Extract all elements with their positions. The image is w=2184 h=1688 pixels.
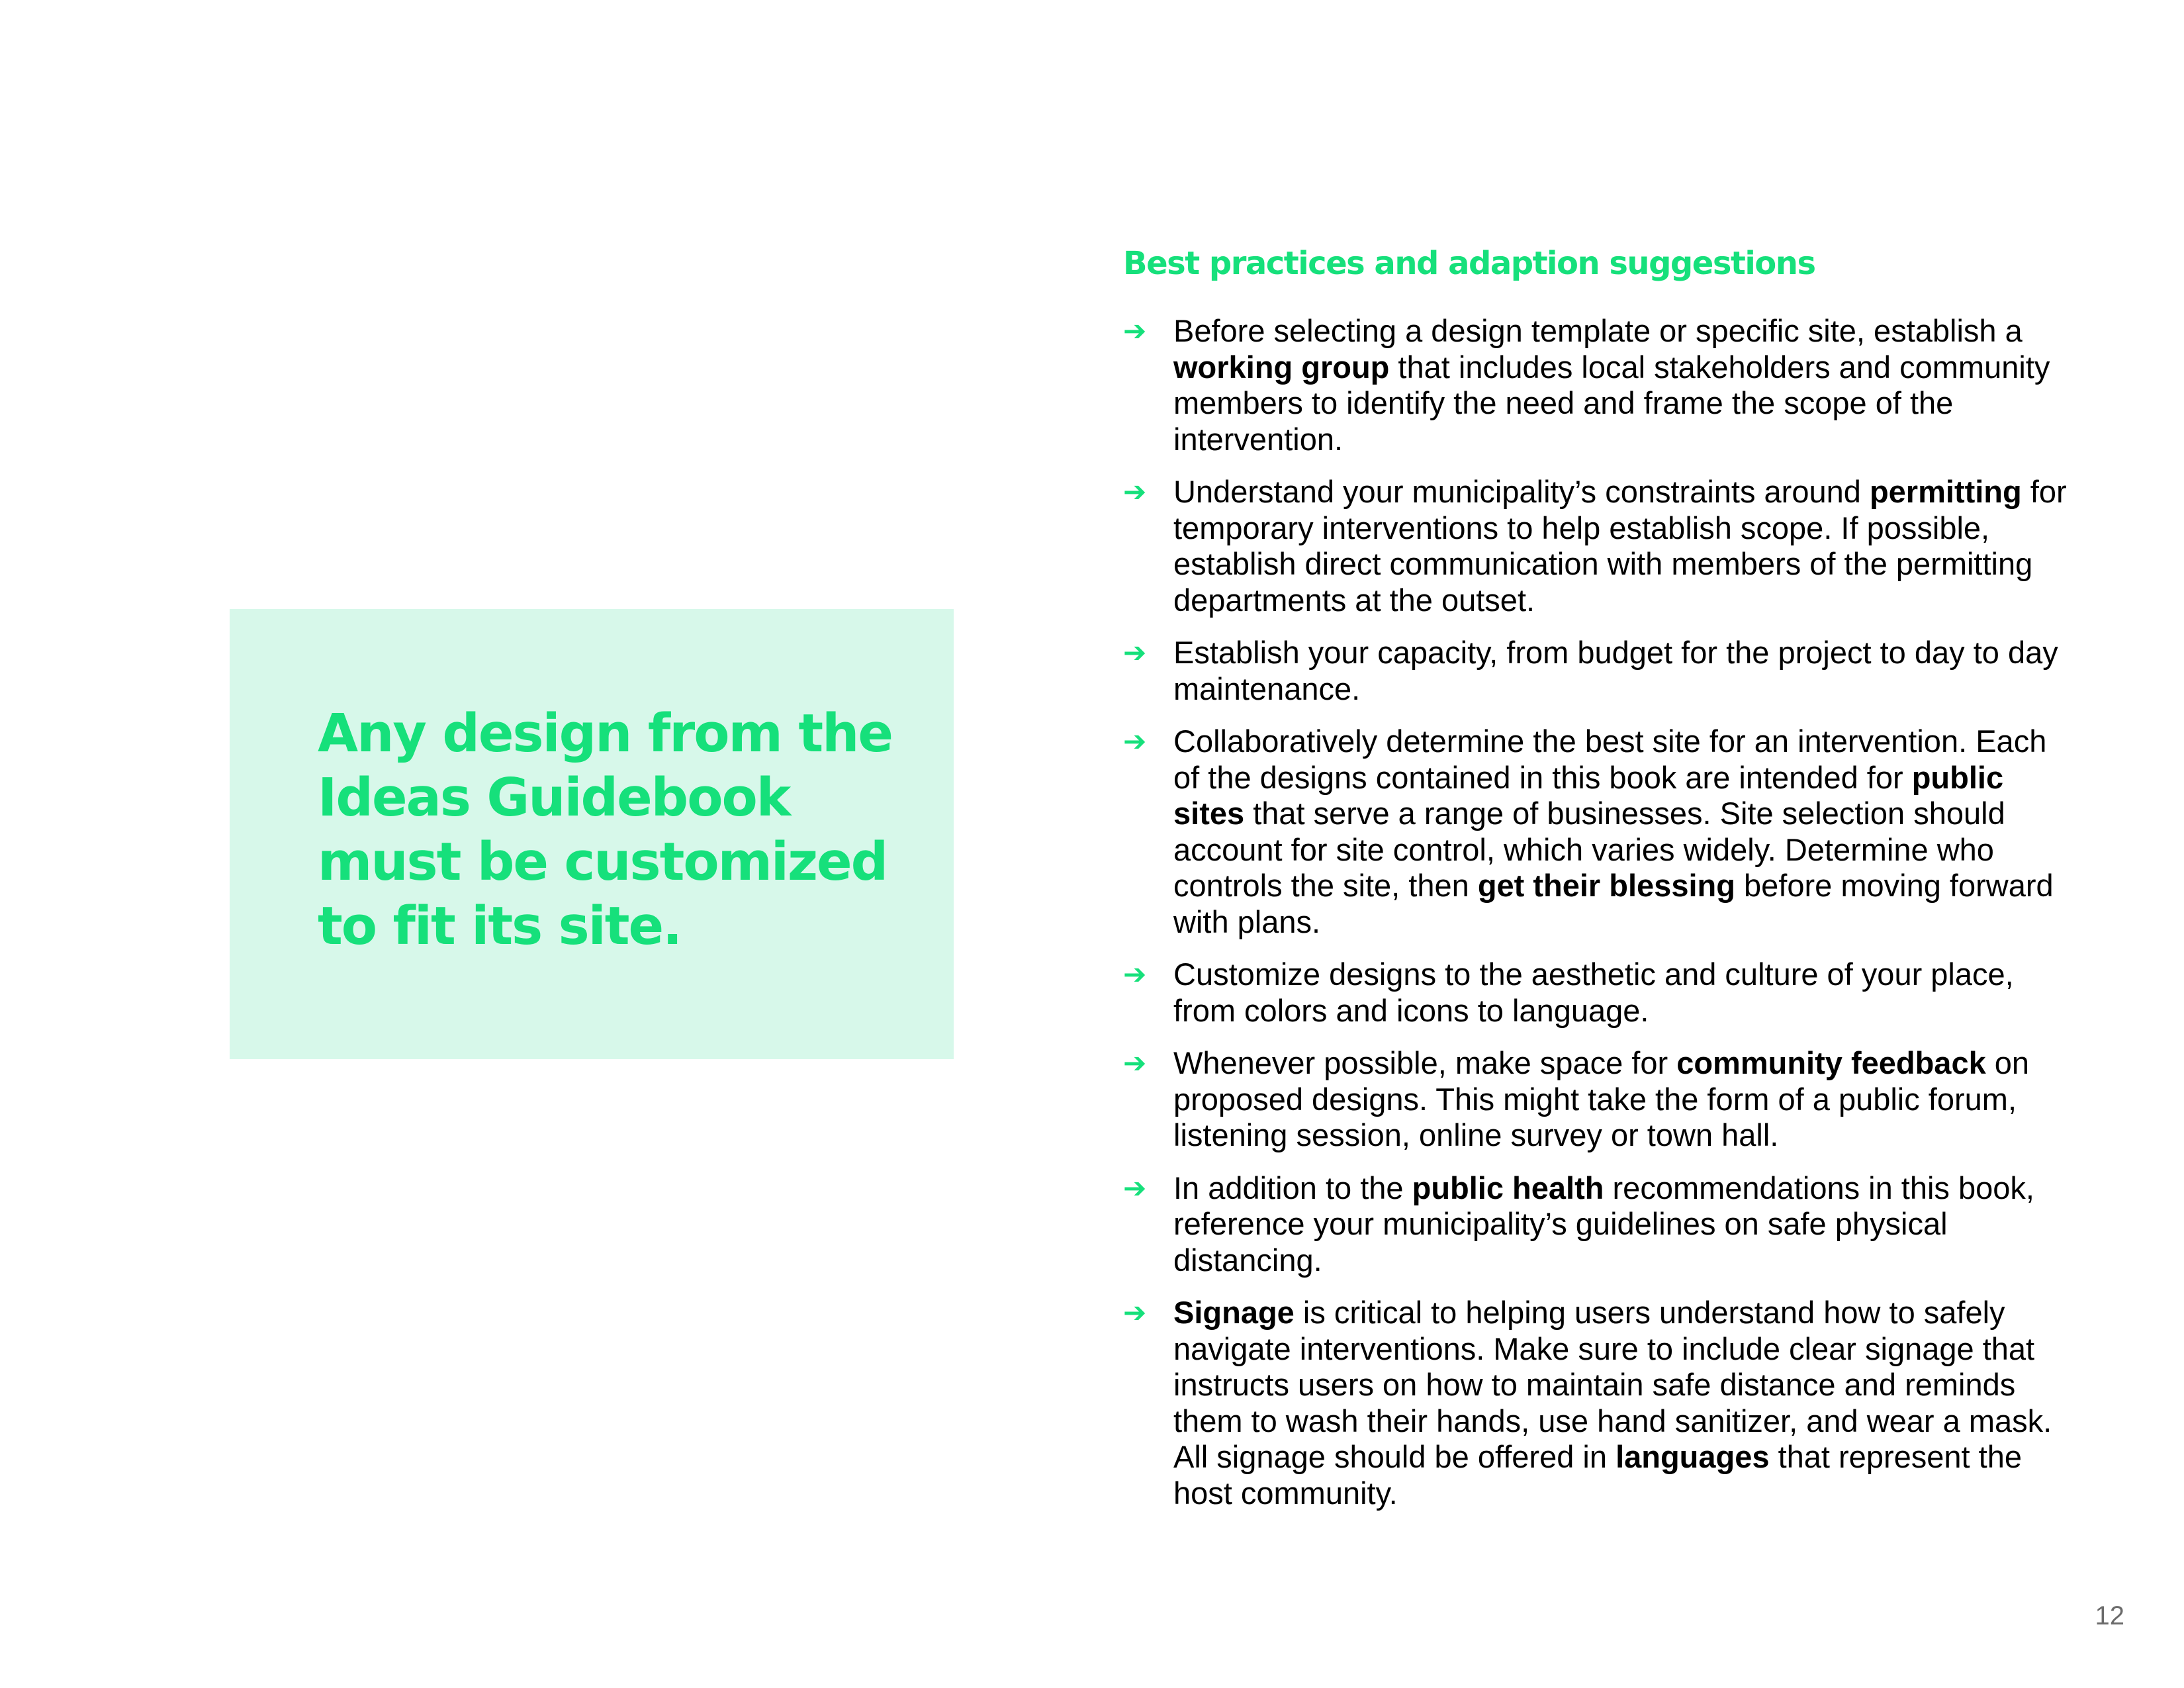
bullet-emphasis: public sites — [1173, 759, 2004, 831]
arrow-right-icon: ➔ — [1123, 475, 1147, 508]
arrow-right-icon: ➔ — [1123, 1047, 1147, 1079]
arrow-right-icon: ➔ — [1123, 314, 1147, 347]
bullet-text: Collaboratively determine the best site for an intervention. Each of the designs contained in this book are intended for — [1173, 724, 2047, 795]
bullet-text: that represent the host community. — [1173, 1439, 2022, 1511]
callout-line: must be customized — [318, 831, 887, 892]
arrow-right-icon: ➔ — [1123, 636, 1147, 669]
bullet-text: Whenever possible, make space for — [1173, 1045, 1677, 1080]
bullet-emphasis: public health — [1412, 1170, 1604, 1205]
callout-quote — [318, 702, 913, 959]
list-item — [1123, 724, 2076, 940]
bullet-emphasis: community feedback — [1676, 1045, 1986, 1080]
list-item — [1123, 635, 2076, 707]
bullet-text: is critical to helping users understand how to safely navigate interventions. Make sure to include clear signage that instructs users on how to maintain safe distance and reminds them to wash their hands, use hand sanitizer, and wear a mask. All signage should be offered in — [1173, 1295, 2052, 1474]
bullet-emphasis: permitting — [1869, 474, 2022, 509]
best-practices-list — [1123, 313, 2076, 1528]
bullet-text: Understand your municipality’s constraints around — [1173, 474, 1870, 509]
bullet-emphasis: languages — [1615, 1439, 1770, 1474]
callout-line: Any design from the — [318, 703, 892, 764]
bullet-text: In addition to the — [1173, 1170, 1412, 1205]
bullet-text: that serve a range of businesses. Site selection should account for site control, which varies widely. Determine who controls the site, then — [1173, 796, 2005, 903]
callout-line: to fit its site. — [318, 896, 682, 957]
list-item — [1123, 1170, 2076, 1279]
page-number: 12 — [2095, 1601, 2124, 1630]
bullet-text: for temporary interventions to help establish scope. If possible, establish direct communication with members of the permitting departments at the outset. — [1173, 474, 2067, 618]
arrow-right-icon: ➔ — [1123, 1171, 1147, 1204]
bullet-text: Establish your capacity, from budget for the project to day to day maintenance. — [1173, 635, 2058, 706]
list-item — [1123, 957, 2076, 1029]
bullet-text: Customize designs to the aesthetic and culture of your place, from colors and icons to language. — [1173, 957, 2014, 1028]
bullet-emphasis: Signage — [1173, 1295, 1295, 1330]
bullet-text: that includes local stakeholders and community members to identify the need and frame the scope of the intervention. — [1173, 349, 2050, 457]
bullet-emphasis: get their blessing — [1477, 868, 1735, 903]
arrow-right-icon: ➔ — [1123, 725, 1147, 757]
callout-line: Ideas Guidebook — [318, 767, 790, 828]
bullet-emphasis: working group — [1173, 349, 1390, 385]
list-item — [1123, 1295, 2076, 1511]
arrow-right-icon: ➔ — [1123, 1296, 1147, 1329]
bullet-text: before moving forward with plans. — [1173, 868, 2054, 939]
bullet-text: on proposed designs. This might take the form of a public forum, listening session, online survey or town hall. — [1173, 1045, 2030, 1152]
arrow-right-icon: ➔ — [1123, 958, 1147, 990]
list-item — [1123, 474, 2076, 618]
section-heading: Best practices and adaption suggestions — [1123, 245, 1815, 282]
list-item — [1123, 313, 2076, 457]
bullet-text: recommendations in this book, reference your municipality’s guidelines on safe physical distancing. — [1173, 1170, 2034, 1278]
list-item — [1123, 1045, 2076, 1154]
bullet-text: Before selecting a design template or specific site, establish a — [1173, 313, 2023, 348]
